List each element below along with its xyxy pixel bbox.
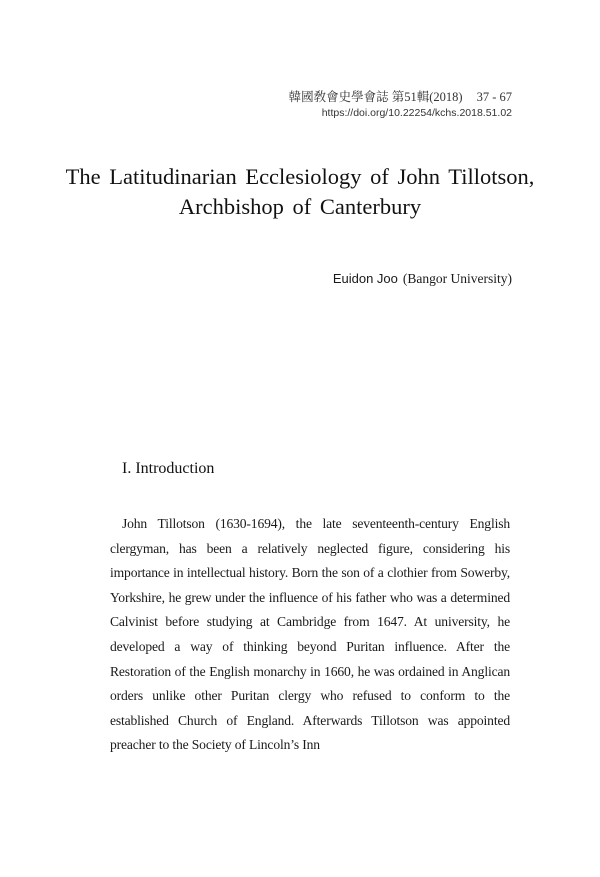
author-affiliation: (Bangor University)	[402, 271, 512, 286]
introduction-paragraph: John Tillotson (1630-1694), the late seventeenth-century English clergyman, has been a relatively neglected figure, considering his importance in intellectual history. Born the son of a clothier from Sowerby, Yorkshire, he grew under the influence of his father who was a determined Calvinist before studying at Cambridge from 1647. At university, he developed a way of thinking beyond Puritan influence. After the Restoration of the English monarchy in 1660, he was ordained in Anglican orders unlike other Puritan clergy who refused to conform to the established Church of England. Afterwards Tillotson was appointed preacher to the Society of Lincoln’s Inn	[110, 516, 510, 753]
title-line-1: The Latitudinarian Ecclesiology of John Tillotson,	[65, 164, 535, 189]
journal-citation	[289, 89, 512, 105]
title-line-2: Archbishop of Canterbury	[178, 194, 422, 219]
section-heading: I. Introduction	[122, 460, 215, 477]
doi-link[interactable]: https://doi.org/10.22254/kchs.2018.51.02	[321, 107, 512, 119]
page-range: 37 - 67	[476, 90, 512, 104]
running-header	[289, 89, 512, 121]
body-text	[110, 512, 510, 758]
author-name: Euidon Joo	[332, 271, 398, 286]
author-byline	[333, 271, 512, 287]
journal-name: 韓國敎會史學會誌 第51輯(2018)	[288, 90, 463, 104]
article-title	[0, 162, 600, 222]
